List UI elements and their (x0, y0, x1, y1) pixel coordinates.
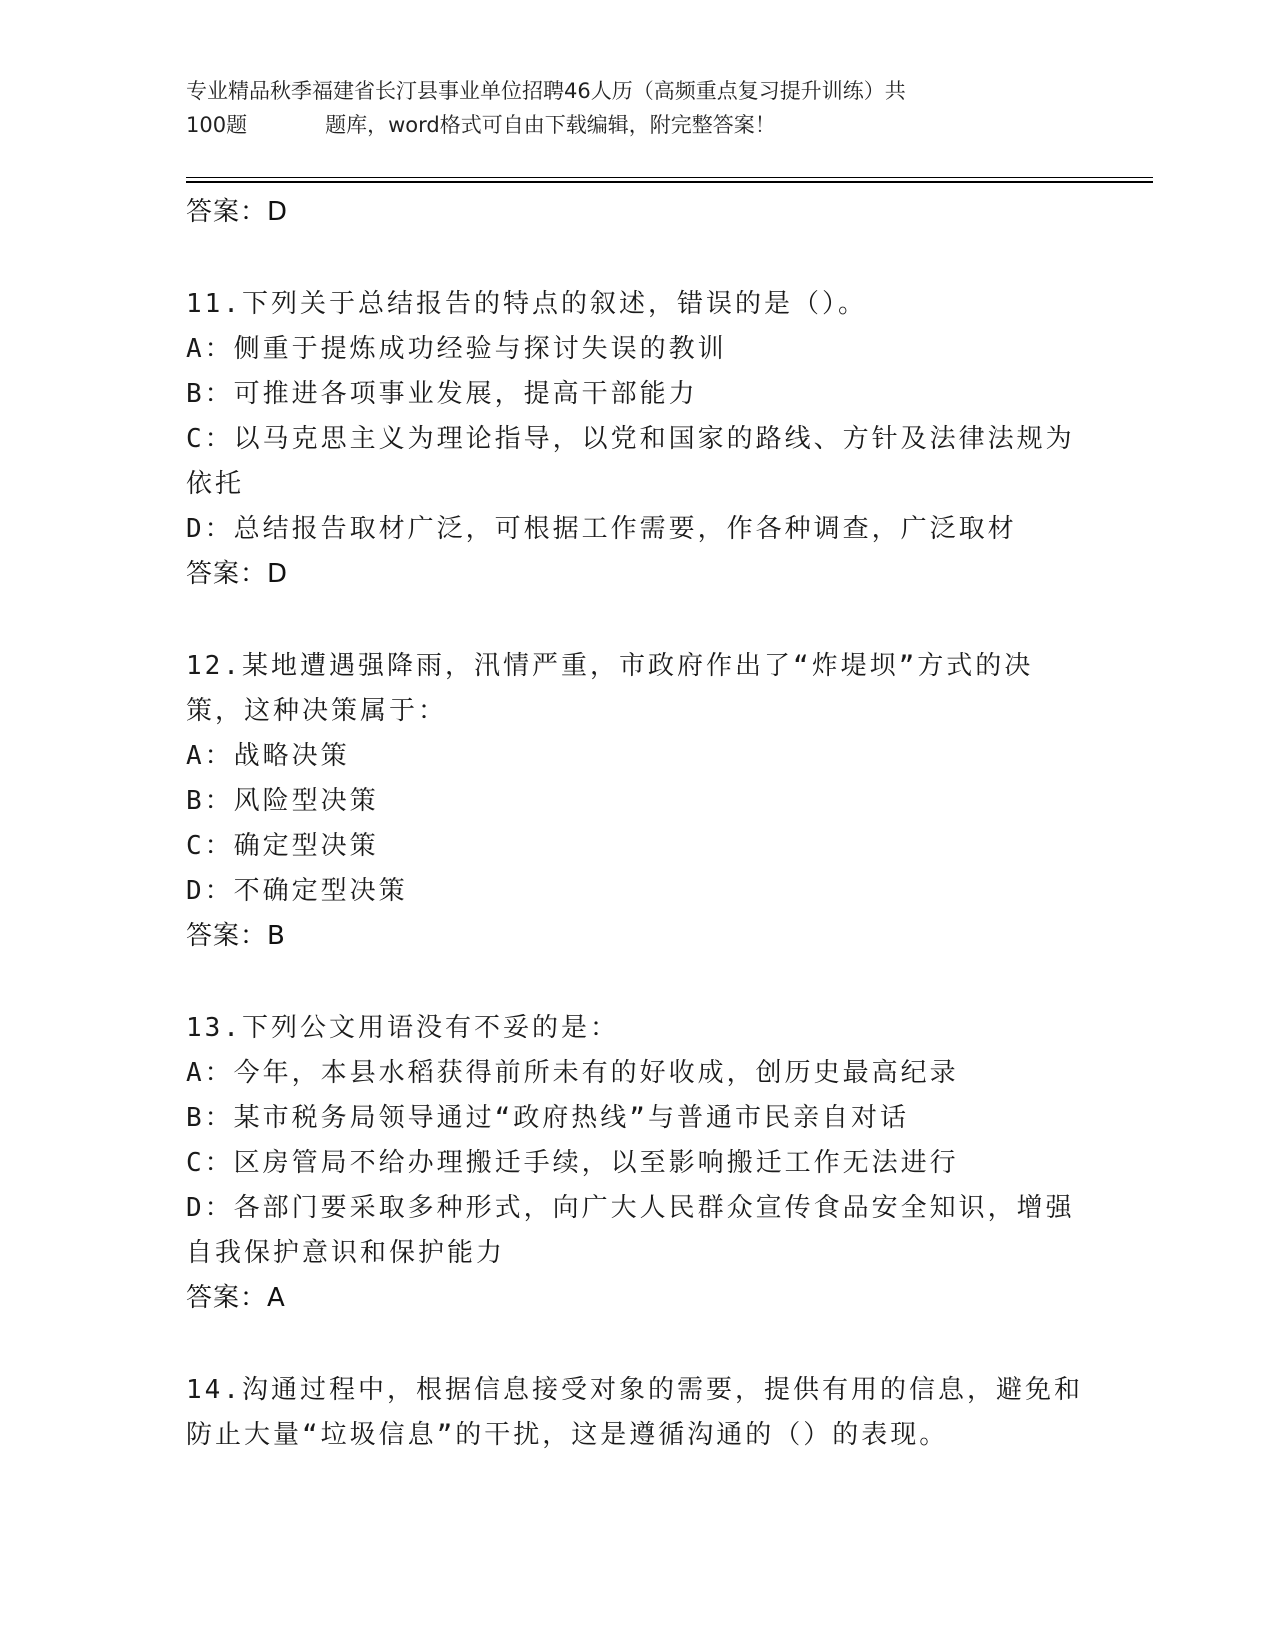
option-c: C：区房管局不给办理搬迁手续，以至影响搬迁工作无法进行 (186, 1148, 959, 1178)
header-rule-thick (186, 181, 1153, 183)
question-block (186, 1368, 1086, 1458)
header-title-line2 (186, 108, 1046, 142)
question-stem: 11.下列关于总结报告的特点的叙述，错误的是（）。 (186, 289, 867, 319)
document-body (186, 190, 1086, 1458)
page-header (186, 74, 1046, 142)
answer-line: 答案：D (186, 197, 289, 227)
header-rule-thin (186, 177, 1153, 178)
question-block (186, 644, 1086, 959)
answer-line: 答案：D (186, 559, 289, 589)
answer-line: 答案：B (186, 921, 286, 951)
option-a: A：侧重于提炼成功经验与探讨失误的教训 (186, 334, 727, 364)
option-a: A：战略决策 (186, 741, 350, 771)
option-d: D：不确定型决策 (186, 876, 408, 906)
option-b: B：某市税务局领导通过“政府热线”与普通市民亲自对话 (186, 1103, 909, 1133)
option-c: C：以马克思主义为理论指导，以党和国家的路线、方针及法律法规为依托 (186, 424, 1075, 499)
option-b: B：风险型决策 (186, 786, 379, 816)
question-stem: 14.沟通过程中，根据信息接受对象的需要，提供有用的信息，避免和防止大量“垃圾信息”的干扰，这是遵循沟通的（）的表现。 (186, 1375, 1083, 1450)
header-count: 100题 (186, 113, 248, 137)
option-c: C：确定型决策 (186, 831, 379, 861)
question-stem: 13.下列公文用语没有不妥的是： (186, 1013, 619, 1043)
header-subtitle: 题库，word格式可自由下载编辑，附完整答案！ (325, 113, 776, 137)
option-d: D：各部门要采取多种形式，向广大人民群众宣传食品安全知识，增强自我保护意识和保护能力 (186, 1193, 1075, 1268)
question-block (186, 1006, 1086, 1321)
option-a: A：今年，本县水稻获得前所未有的好收成，创历史最高纪录 (186, 1058, 959, 1088)
header-title-line1: 专业精品秋季福建省长汀县事业单位招聘46人历（高频重点复习提升训练）共 (186, 79, 906, 103)
question-stem: 12.某地遭遇强降雨，汛情严重，市政府作出了“炸堤坝”方式的决策，这种决策属于： (186, 651, 1034, 726)
option-b: B：可推进各项事业发展，提高干部能力 (186, 379, 698, 409)
option-d: D：总结报告取材广泛，可根据工作需要，作各种调查，广泛取材 (186, 514, 1017, 544)
answer-line: 答案：A (186, 1283, 286, 1313)
question-block (186, 282, 1086, 597)
